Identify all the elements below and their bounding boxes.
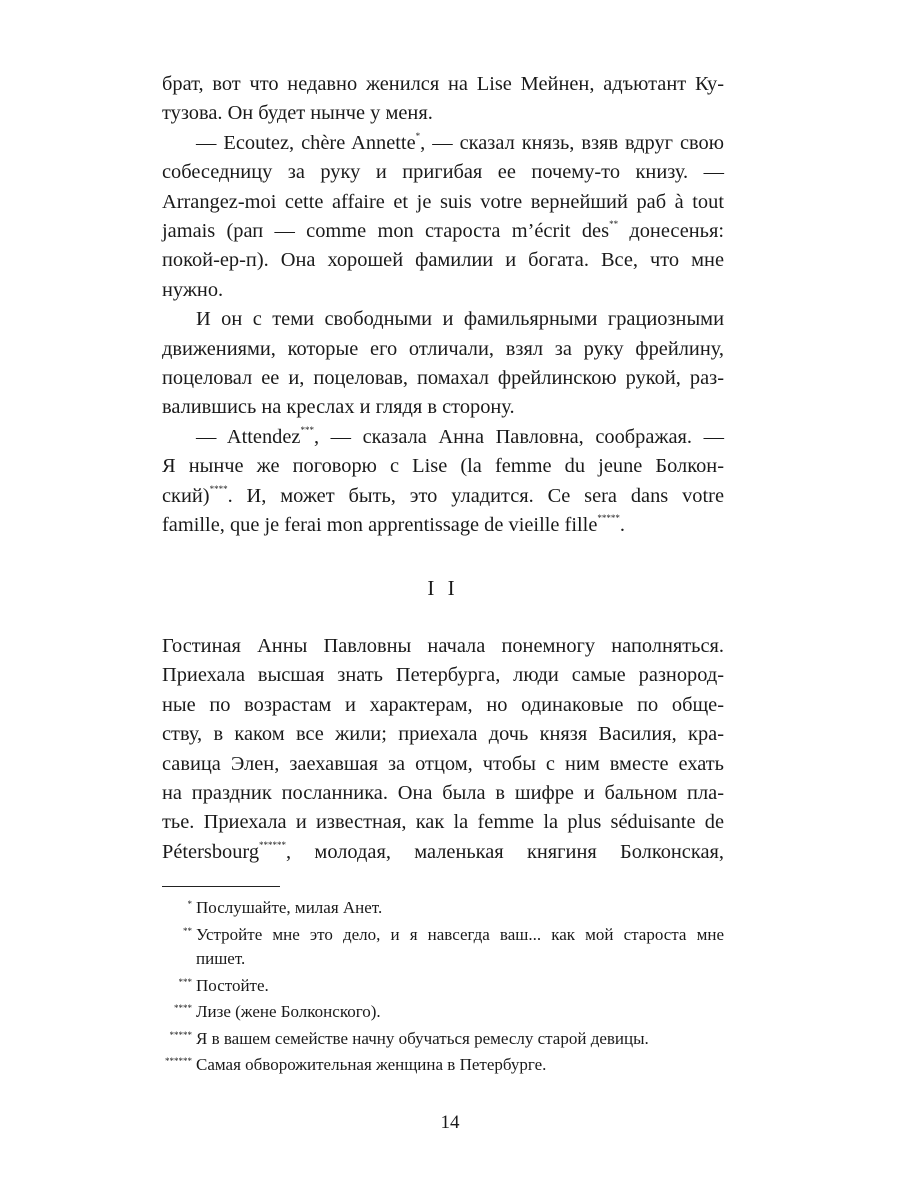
text-line [162, 511, 724, 540]
text-line [162, 779, 724, 808]
text-segment: . И, может быть, это уладится. Ce sera dans votre [227, 484, 724, 507]
text-segment: Arrangez-moi cette affaire et je suis votre вернейший раб à tout [162, 190, 724, 213]
text-segment: — Ecoutez, chère Annette [196, 131, 416, 154]
footnote [162, 896, 724, 921]
text-segment: ский) [162, 484, 210, 507]
text-line [162, 393, 724, 422]
text-line [162, 808, 724, 837]
footnote-reference: ****** [259, 840, 287, 851]
text-line [162, 217, 724, 246]
text-segment: покой-ер-п). Она хорошей фамилии и богата. Все, что мне [162, 249, 724, 272]
footnote-text [196, 974, 724, 999]
text-segment: Я нынче же поговорю с Lise (la femme du jeune Болкон- [162, 455, 724, 478]
text-segment: собеседницу за руку и пригибая ее почему-то книзу. — [162, 161, 724, 184]
footnote-text [196, 896, 724, 921]
footnote [162, 1053, 724, 1078]
footnote [162, 923, 724, 972]
footnote-mark: * [187, 899, 192, 909]
text-segment: famille, que je ferai mon apprentissage de vieille fille [162, 514, 598, 537]
text-segment: Приехала высшая знать Петербурга, люди самые разнород- [162, 664, 724, 687]
text-line [162, 482, 724, 511]
text-line [162, 838, 724, 867]
text-line [162, 661, 724, 690]
footnote-text [196, 1027, 724, 1052]
text-line [162, 305, 724, 334]
footnote [162, 1000, 724, 1025]
text-segment: , молодая, маленькая княгиня Болконская, [286, 840, 724, 863]
text-segment: поцеловал ее и, поцеловав, помахал фрейлинскою рукой, раз- [162, 367, 724, 390]
footnote-reference: *** [300, 425, 314, 436]
footnote-line: пишет. [196, 949, 246, 968]
text-segment: савица Элен, заехавшая за отцом, чтобы с ним вместе ехать [162, 752, 724, 775]
text-segment: тузова. Он будет нынче у меня. [162, 102, 433, 125]
footnote-reference: **** [209, 483, 228, 494]
text-segment: . [619, 514, 626, 537]
footnote-line: Самая обворожительная женщина в Петербурге. [196, 1055, 547, 1074]
body-text-top [162, 70, 724, 541]
text-segment: донесенья: [618, 220, 724, 243]
footnote-divider [162, 886, 280, 887]
chapter-heading: I I [427, 576, 459, 600]
footnote-mark: *** [178, 976, 192, 987]
text-segment: ные по возрастам и характерам, но одинаковые по обще- [162, 693, 724, 716]
footnote-line: Послушайте, милая Анет. [196, 898, 383, 917]
footnote-text [196, 1053, 724, 1078]
footnote-mark: ** [183, 925, 192, 936]
text-line [162, 691, 724, 720]
text-segment: , — сказала Анна Павловна, соображая. — [313, 425, 724, 448]
footnotes [162, 896, 724, 1080]
text-line [162, 158, 724, 187]
text-segment: нужно. [162, 278, 224, 301]
text-segment: на праздник посланника. Она была в шифре и бальном пла- [162, 782, 724, 805]
text-line [162, 99, 724, 128]
text-line [162, 452, 724, 481]
text-line [162, 188, 724, 217]
text-line [162, 276, 724, 305]
text-line [162, 720, 724, 749]
footnote-line: Постойте. [196, 975, 269, 995]
text-segment: тье. Приехала и известная, как la femme la plus séduisante de [162, 811, 724, 834]
text-segment: Гостиная Анны Павловны начала понемногу наполняться. [162, 635, 724, 657]
footnote [162, 1027, 724, 1052]
footnote-reference: * [415, 131, 421, 142]
text-segment: ству, в каком все жили; приехала дочь князя Василия, кра- [162, 723, 724, 746]
text-segment: Pétersbourg [162, 840, 260, 863]
text-line [162, 423, 724, 452]
text-line [162, 335, 724, 364]
text-segment: , — сказал князь, взяв вдруг свою [420, 131, 724, 154]
footnote-line: Лизе (жене Болконского). [196, 1002, 381, 1021]
footnote-line: Я в вашем семействе начну обучаться ремеслу старой девицы. [196, 1028, 649, 1048]
text-line [162, 246, 724, 275]
body-text-bottom [162, 632, 724, 867]
footnote-text [196, 1000, 724, 1025]
text-segment: И он с теми свободными и фамильярными грациозными [196, 308, 724, 331]
footnote-mark: ***** [169, 1029, 192, 1040]
footnote [162, 974, 724, 999]
text-line [162, 70, 724, 99]
text-segment: jamais (рап — comme mon староста m’écrit des [162, 220, 610, 243]
text-line [162, 364, 724, 393]
footnote-line: Устройте мне это дело, и я навсегда ваш... как мой староста мне [196, 924, 724, 944]
footnote-mark: ****** [165, 1056, 192, 1066]
text-segment: движениями, которые его отличали, взял за руку фрейлину, [162, 337, 724, 360]
text-line [162, 750, 724, 779]
page-number: 14 [440, 1112, 460, 1133]
text-segment: брат, вот что недавно женился на Lise Мейнен, адъютант Ку- [162, 73, 724, 95]
text-line [162, 129, 724, 158]
footnote-text [196, 923, 724, 972]
footnote-mark: **** [174, 1003, 192, 1013]
text-line [162, 632, 724, 661]
text-segment: — Attendez [196, 425, 301, 448]
footnote-reference: ***** [597, 513, 620, 524]
text-segment: валившись на креслах и глядя в сторону. [162, 396, 515, 419]
footnote-reference: ** [609, 219, 619, 230]
